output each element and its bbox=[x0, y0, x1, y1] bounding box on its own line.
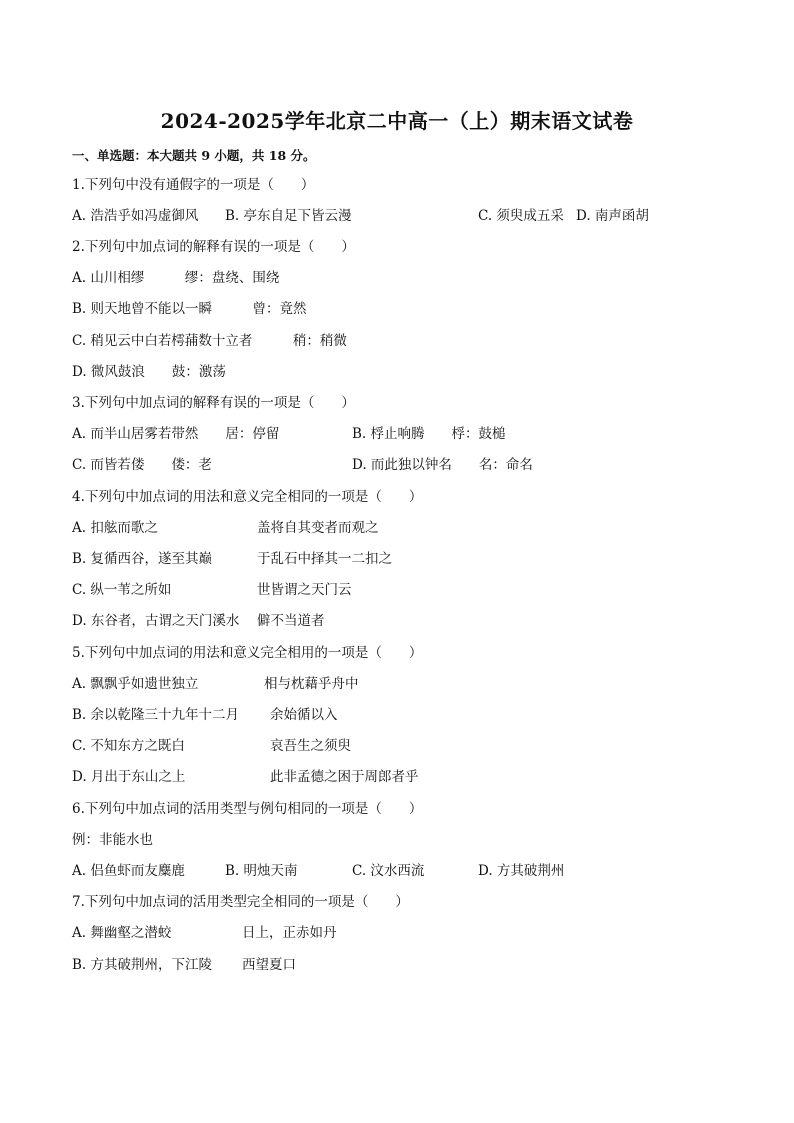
question-4-option-a-sentence-1: A. 扣舷而歌之 bbox=[72, 520, 158, 536]
question-4-option-b-sentence-1: B. 复循西谷，遂至其巅 bbox=[72, 551, 213, 567]
question-6-options bbox=[72, 861, 722, 881]
question-3-option-c: C. 而皆若偻 偻：老 bbox=[72, 457, 212, 473]
question-5-option-b-sentence-1: B. 余以乾隆三十九年十二月 bbox=[72, 707, 240, 723]
question-7-option-b-sentence-2: 西望夏口 bbox=[242, 957, 296, 973]
question-3-stem: 3.下列句中加点词的解释有误的一项是（ ） bbox=[72, 395, 355, 411]
question-7-option-b-sentence-1: B. 方其破荆州，下江陵 bbox=[72, 957, 213, 973]
question-4-option-b bbox=[72, 549, 722, 569]
question-4-option-d bbox=[72, 611, 722, 631]
question-5-option-c bbox=[72, 736, 722, 756]
question-5-option-a-sentence-2: 相与枕藉乎舟中 bbox=[264, 676, 359, 692]
question-4-option-c-sentence-1: C. 纵一苇之所如 bbox=[72, 582, 172, 598]
question-6-option-c: C. 汶水西流 bbox=[352, 863, 425, 879]
question-1-option-b: B. 亭东自足下皆云漫 bbox=[225, 208, 352, 224]
question-3-option-d: D. 而此独以钟名 名：命名 bbox=[352, 457, 533, 473]
question-7-option-a bbox=[72, 923, 722, 943]
question-3-option-a: A. 而半山居雾若带然 居：停留 bbox=[72, 426, 280, 442]
question-4-option-b-sentence-2: 于乱石中择其一二扣之 bbox=[257, 551, 392, 567]
question-4-option-a bbox=[72, 518, 722, 538]
question-2-option-c: C. 稍见云中白若樗蒱数十立者 稍：稍微 bbox=[72, 333, 347, 349]
question-4-option-a-sentence-2: 盖将自其变者而观之 bbox=[257, 520, 379, 536]
question-5-option-d-sentence-2: 此非孟德之困于周郎者乎 bbox=[270, 769, 419, 785]
question-2-option-b: B. 则天地曾不能以一瞬 曾：竟然 bbox=[72, 301, 307, 317]
question-5-option-d-sentence-1: D. 月出于东山之上 bbox=[72, 769, 186, 785]
question-3-options-ab bbox=[72, 424, 722, 444]
question-2-option-d: D. 微风鼓浪 鼓：激荡 bbox=[72, 364, 226, 380]
question-7-option-a-sentence-2: 日上，正赤如丹 bbox=[242, 925, 337, 941]
section-heading: 一、单选题：本大题共 9 小题，共 18 分。 bbox=[72, 148, 316, 163]
exam-title: 2024-2025学年北京二中高一（上）期末语文试卷 bbox=[160, 109, 634, 133]
question-6-option-b: B. 明烛天南 bbox=[225, 863, 298, 879]
question-1-option-a: A. 浩浩乎如冯虚御风 bbox=[72, 208, 199, 224]
question-4-option-c bbox=[72, 580, 722, 600]
question-5-option-a-sentence-1: A. 飘飘乎如遗世独立 bbox=[72, 676, 199, 692]
question-2-stem: 2.下列句中加点词的解释有误的一项是（ ） bbox=[72, 239, 355, 255]
question-4-option-d-sentence-1: D. 东谷者，古谓之天门溪水 bbox=[72, 613, 240, 629]
question-5-option-c-sentence-1: C. 不知东方之既白 bbox=[72, 738, 185, 754]
question-1-option-c: C. 须臾成五采 bbox=[478, 208, 564, 224]
question-6-option-d: D. 方其破荆州 bbox=[478, 863, 565, 879]
question-1-options bbox=[72, 206, 722, 226]
question-4-option-c-sentence-2: 世皆谓之天门云 bbox=[257, 582, 352, 598]
question-1-stem: 1.下列句中没有通假字的一项是（ ） bbox=[72, 177, 315, 193]
question-4-stem: 4.下列句中加点词的用法和意义完全相同的一项是（ ） bbox=[72, 489, 423, 505]
question-5-stem: 5.下列句中加点词的用法和意义完全相用的一项是（ ） bbox=[72, 645, 423, 661]
question-5-option-a bbox=[72, 674, 722, 694]
question-1-option-d: D. 南声函胡 bbox=[576, 208, 649, 224]
question-5-option-c-sentence-2: 哀吾生之须臾 bbox=[270, 738, 351, 754]
question-5-option-b bbox=[72, 705, 722, 725]
question-4-option-d-sentence-2: 僻不当道者 bbox=[257, 613, 325, 629]
question-6-stem: 6.下列句中加点词的活用类型与例句相同的一项是（ ） bbox=[72, 801, 423, 817]
question-5-option-d bbox=[72, 767, 722, 787]
question-7-option-b bbox=[72, 955, 722, 975]
question-3-options-cd bbox=[72, 455, 722, 475]
question-6-example: 例：非能水也 bbox=[72, 832, 153, 848]
question-3-option-b: B. 桴止响腾 桴：鼓槌 bbox=[352, 426, 506, 442]
question-2-option-a: A. 山川相缪 缪：盘绕、围绕 bbox=[72, 270, 280, 286]
question-7-option-a-sentence-1: A. 舞幽壑之潜蛟 bbox=[72, 925, 172, 941]
question-6-option-a: A. 侣鱼虾而友麋鹿 bbox=[72, 863, 185, 879]
question-7-stem: 7.下列句中加点词的活用类型完全相同的一项是（ ） bbox=[72, 894, 409, 910]
question-5-option-b-sentence-2: 余始循以入 bbox=[270, 707, 338, 723]
